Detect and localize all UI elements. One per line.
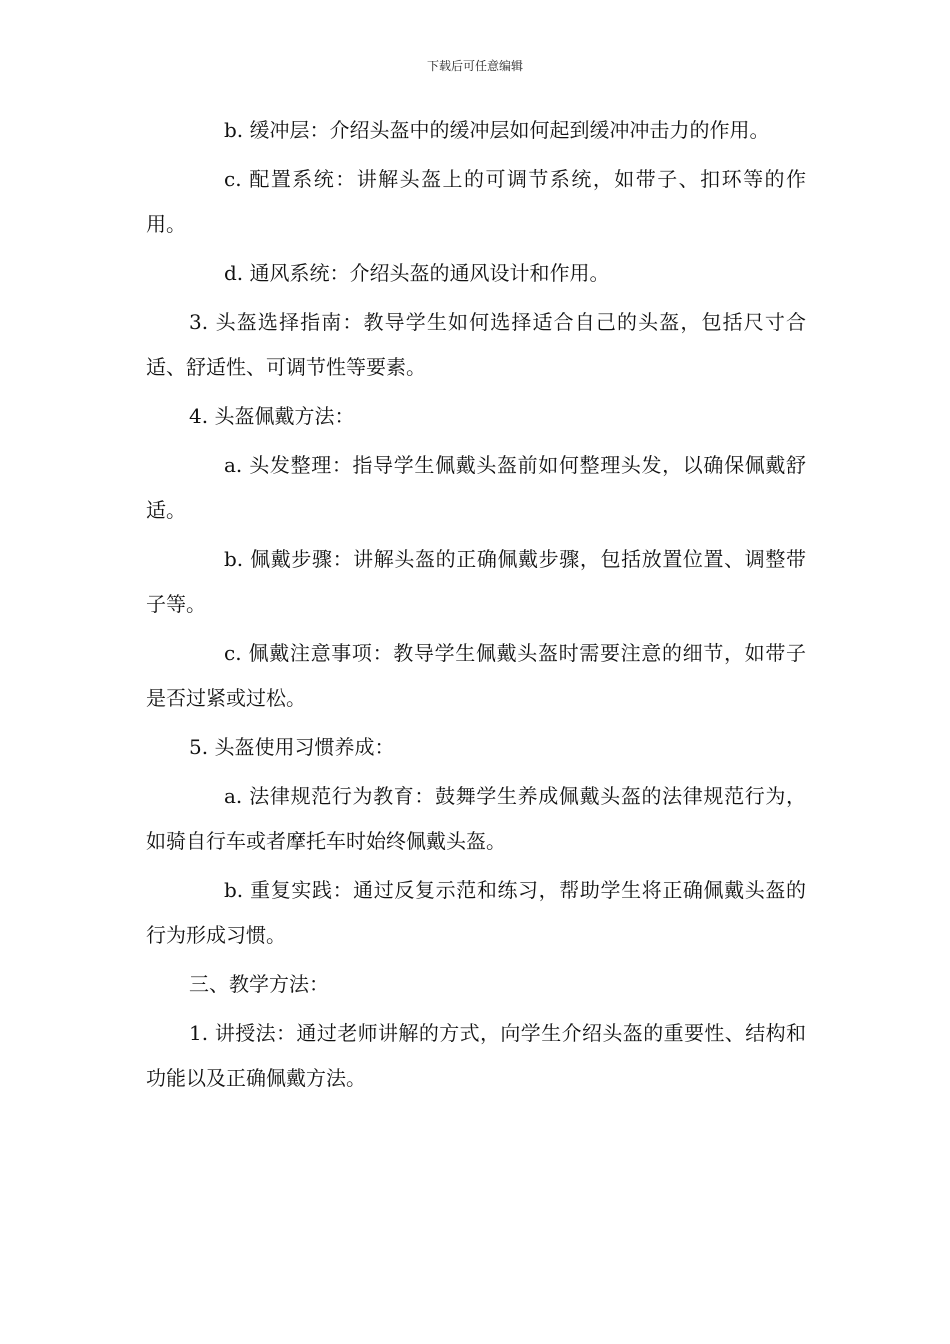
paragraph-adjust-system: c. 配置系统：讲解头盔上的可调节系统，如带子、扣环等的作用。: [146, 167, 806, 236]
paragraph-habit-building: 5. 头盔使用习惯养成：: [189, 735, 395, 759]
paragraph-cushion-layer: b. 缓冲层：介绍头盔中的缓冲层如何起到缓冲冲击力的作用。: [224, 118, 770, 142]
paragraph-law-education: a. 法律规范行为教育：鼓舞学生养成佩戴头盔的法律规范行为，如骑自行车或者摩托车时始终佩戴头盔。: [146, 784, 806, 853]
paragraph-lecture-method: 1. 讲授法：通过老师讲解的方式，向学生介绍头盔的重要性、结构和功能以及正确佩戴方法。: [146, 1021, 806, 1090]
paragraph-wearing-steps: b. 佩戴步骤：讲解头盔的正确佩戴步骤，包括放置位置、调整带子等。: [146, 547, 806, 616]
page-header: 下载后可任意编辑: [426, 59, 523, 73]
paragraph-wearing-method: 4. 头盔佩戴方法：: [189, 404, 355, 428]
section-heading-teaching-methods: 三、教学方法：: [189, 972, 329, 996]
paragraph-hair-arrange: a. 头发整理：指导学生佩戴头盔前如何整理头发，以确保佩戴舒适。: [146, 453, 806, 522]
paragraph-repeat-practice: b. 重复实践：通过反复示范和练习，帮助学生将正确佩戴头盔的行为形成习惯。: [146, 878, 806, 947]
paragraph-ventilation: d. 通风系统：介绍头盔的通风设计和作用。: [224, 261, 610, 285]
paragraph-wearing-notes: c. 佩戴注意事项：教导学生佩戴头盔时需要注意的细节，如带子是否过紧或过松。: [146, 641, 806, 710]
paragraph-selection-guide: 3. 头盔选择指南：教导学生如何选择适合自己的头盔，包括尺寸合适、舒适性、可调节性等要素。: [146, 310, 806, 379]
document-body: [146, 108, 806, 1105]
